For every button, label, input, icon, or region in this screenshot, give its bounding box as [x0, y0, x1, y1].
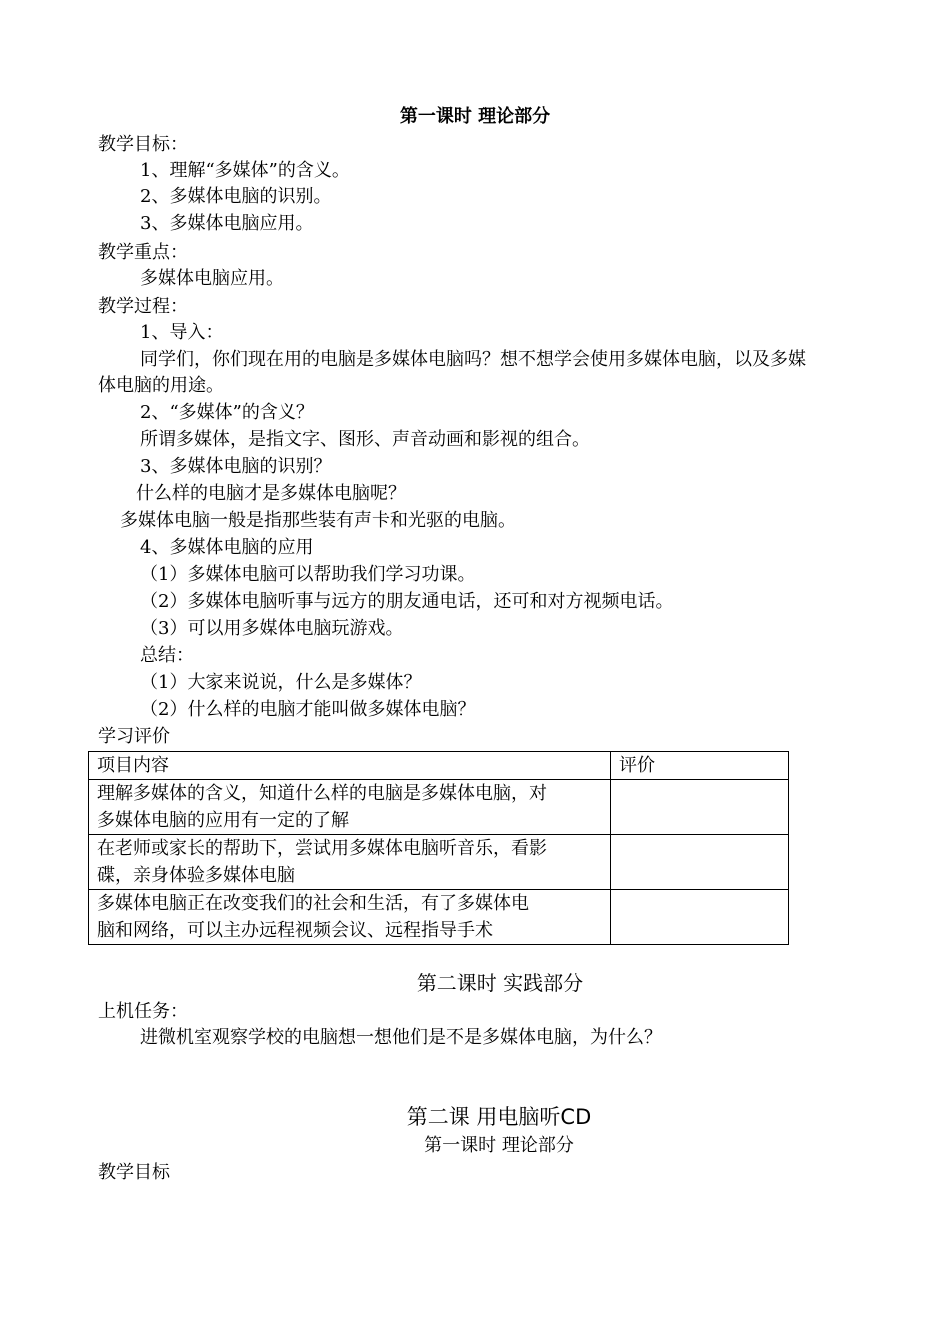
header-cell: 项目内容	[89, 752, 611, 780]
lesson2-title: 第二课时 实践部分	[416, 971, 584, 995]
table-row	[89, 780, 789, 835]
rating-cell	[611, 780, 789, 835]
table-header-row	[89, 752, 789, 780]
cell-line: 理解多媒体的含义，知道什么样的电脑是多媒体电脑，对	[97, 783, 547, 804]
summary-item: （2）什么样的电脑才能叫做多媒体电脑？	[140, 699, 476, 720]
item-cell	[89, 835, 611, 890]
meaning-text: 所谓多媒体，是指文字、图形、声音动画和影视的组合。	[140, 429, 590, 450]
evaluation-label: 学习评价	[98, 726, 170, 747]
item-cell	[89, 890, 611, 945]
summary-item: （1）大家来说说，什么是多媒体？	[140, 672, 422, 693]
summary-label: 总结：	[140, 645, 194, 666]
goal-item: 1、理解“多媒体”的含义。	[140, 160, 350, 181]
goal-item: 2、多媒体电脑的识别。	[140, 186, 332, 207]
item-cell	[89, 780, 611, 835]
next-goals-label: 教学目标	[98, 1162, 170, 1183]
cell-line: 在老师或家长的帮助下，尝试用多媒体电脑听音乐，看影	[97, 838, 547, 859]
table-row	[89, 835, 789, 890]
intro-line: 体电脑的用途。	[98, 375, 224, 396]
apply-heading: 4、多媒体电脑的应用	[140, 537, 314, 558]
task-text: 进微机室观察学校的电脑想一想他们是不是多媒体电脑，为什么？	[140, 1027, 662, 1048]
key-label: 教学重点：	[98, 242, 188, 263]
cell-line: 多媒体电脑的应用有一定的了解	[97, 810, 349, 831]
apply-item: （1）多媒体电脑可以帮助我们学习功课。	[140, 564, 476, 585]
intro-heading: 1、导入：	[140, 322, 224, 343]
lesson1-title: 第一课时 理论部分	[399, 106, 551, 127]
cell-line: 多媒体电脑正在改变我们的社会和生活，有了多媒体电	[97, 893, 529, 914]
header-cell: 评价	[611, 752, 789, 780]
process-label: 教学过程：	[98, 296, 188, 317]
goal-item: 3、多媒体电脑应用。	[140, 213, 314, 234]
goals-label: 教学目标：	[98, 134, 188, 155]
rating-cell	[611, 835, 789, 890]
key-point: 多媒体电脑应用。	[140, 268, 284, 289]
identify-answer: 多媒体电脑一般是指那些装有声卡和光驱的电脑。	[120, 510, 516, 531]
cell-line: 碟，亲身体验多媒体电脑	[97, 865, 295, 886]
evaluation-table	[88, 751, 789, 945]
task-label: 上机任务：	[98, 1001, 188, 1022]
identify-heading: 3、多媒体电脑的识别？	[140, 456, 332, 477]
intro-line: 同学们，你们现在用的电脑是多媒体电脑吗？想不想学会使用多媒体电脑，以及多媒	[140, 349, 806, 370]
table-row	[89, 890, 789, 945]
cell-line: 脑和网络，可以主办远程视频会议、远程指导手术	[97, 920, 493, 941]
next-lesson-title: 第二课 用电脑听CD	[406, 1105, 592, 1129]
next-lesson-subtitle: 第一课时 理论部分	[424, 1135, 574, 1156]
apply-item: （2）多媒体电脑听事与远方的朋友通电话，还可和对方视频电话。	[140, 591, 674, 612]
apply-item: （3）可以用多媒体电脑玩游戏。	[140, 618, 404, 639]
rating-cell	[611, 890, 789, 945]
meaning-heading: 2、“多媒体”的含义？	[140, 402, 314, 423]
identify-question: 什么样的电脑才是多媒体电脑呢？	[136, 483, 406, 504]
